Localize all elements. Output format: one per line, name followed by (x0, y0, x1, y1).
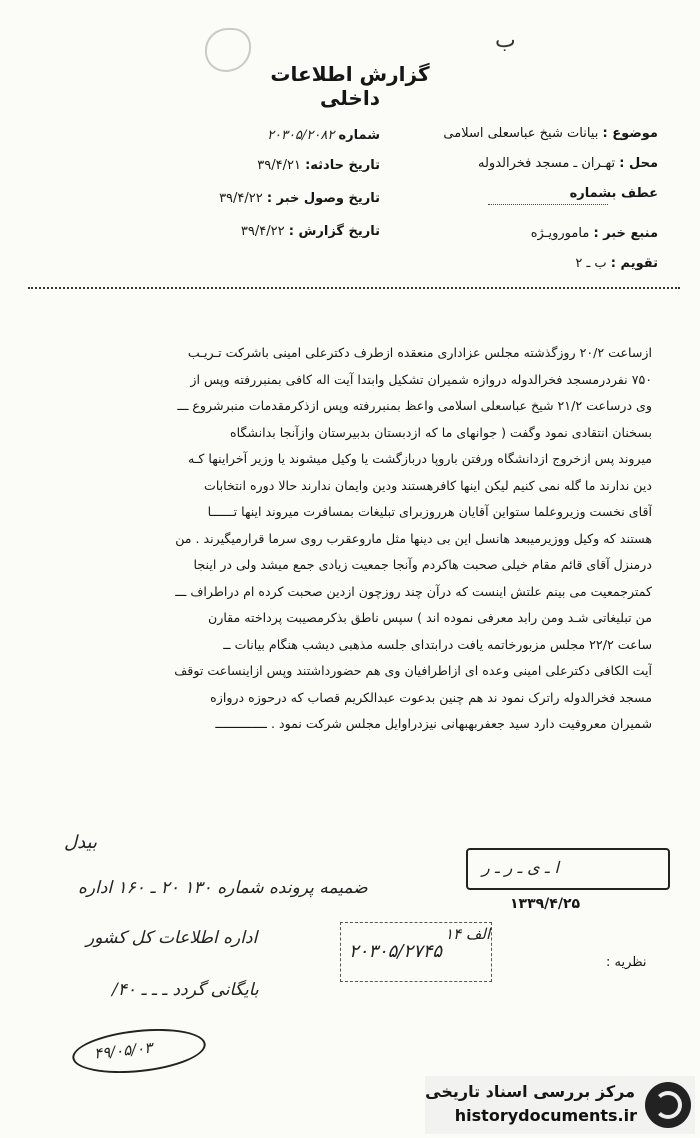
handwritten-note-line2: اداره اطلاعات کل کشور (86, 928, 258, 948)
body-line: بسخنان انتقادی نمود وگفت ( جوانهای ما که ازدبستان بدبیرستان وازآنجا بدانشگاه (229, 424, 652, 440)
source-label: منبع خبر : (593, 226, 658, 241)
reference-dotted-line (488, 203, 608, 205)
incident-date-value: ۳۹/۴/۲۱ (257, 158, 301, 173)
circled-note-text: ۴۹/۰۵/۰۳ (93, 1038, 154, 1063)
circled-note (70, 1023, 208, 1079)
number-value: ۲۰۳۰۵/۲۰۸۲ (267, 128, 335, 143)
archive-logo (425, 1076, 695, 1134)
archive-emblem-icon (645, 1082, 691, 1128)
body-line: وی درساعت ۲۱/۲ شیخ عباسعلی اسلامی واعظ بمنبررفته وپس ازذکرمقدمات منبرشروع ـــ (177, 398, 652, 413)
receipt-stamp (466, 848, 670, 890)
rating-value: ب ـ ۲ (575, 256, 607, 271)
number-row (267, 128, 380, 143)
document-title: گزارش اطلاعات داخلی (270, 62, 430, 110)
report-date-label: تاریخ گزارش : (288, 224, 380, 239)
source-value: مامورویـژه (530, 226, 590, 241)
place-value: تهـران ـ مسجد فخرالدوله (477, 156, 616, 171)
body-line: ازساعت ۲۰/۲ روزگذشته مجلس عزاداری منعقده ازطرف دکترعلی امینی باشرکت تـریـب (187, 345, 652, 360)
source-row (531, 226, 658, 241)
report-date-value: ۳۹/۴/۲۲ (240, 224, 285, 239)
rating-row (575, 256, 658, 271)
handwritten-signature: بیدل (64, 832, 97, 853)
registration-stamp (340, 922, 492, 982)
body-line: دین ندارند ما گله نمی کنیم لیکن اینها کافرهستند ودین وایمان ندارند حالا دوره انتخابات (203, 477, 652, 493)
body-line: ساعت ۲۲/۲ مجلس مزبورخاتمه یافت درابتدای جلسه مذهبی دیشب هنگام بیانات ــ (223, 636, 652, 652)
receipt-stamp-text: ا ـ ی ـ ر ـ ر (482, 858, 559, 877)
incident-date-label: تاریخ حادثه: (305, 158, 380, 173)
body-line: ۷۵۰ نفردرمسجد فخرالدوله دروازه شمیران تشکیل وابتدا آیت اله کافی بمنبررفته وپس از (190, 371, 652, 387)
report-date-row (241, 224, 380, 239)
number-label: شماره (338, 128, 380, 143)
place-label: محل : (619, 156, 658, 171)
body-line: هستند که وکیل ووزیرمیبعد هانسل این بی دینها مثل ماروعقرب روی سرما قرارمیگیرند . من (175, 530, 652, 546)
place-row (478, 156, 658, 171)
received-date-label: تاریخ وصول خبر : (266, 191, 380, 206)
rating-label: تقویم : (610, 256, 658, 271)
body-line: کمترجمعیت می بینم علتش اینست که درآن چند روزچون ازدین صحبت کرده ام دراطراف ـــ (175, 583, 652, 599)
margin-mark: ب (495, 28, 516, 53)
body-line: من تبلیغاتی شـد ومن رابد معرفی نموده اند ) سپس ناطق بذکرمصیبت پرداخته مقارن (208, 610, 652, 625)
body-line: درمنزل آقای قائم مقام خیلی صحبت هاکردم وآنجا جمعیت زیادی جمع میشد ولی در اینجا (193, 557, 652, 572)
subject-row (443, 126, 658, 141)
body-line: شمیران معروفیت دارد سید جعفربهبهانی نیزدراوایل مجلس شرکت نمود . ــــــــــــــ (215, 716, 652, 731)
registration-number: ۲۰۳۰۵/۲۷۴۵ (349, 941, 443, 962)
body-line: میروند پس ازخروج ازدانشگاه ورفتن باروپا دربازگشت یا وکیل میشوند یا وزیر آخراینها کـه (187, 451, 652, 466)
subject-label: موضوع : (602, 126, 658, 141)
reference-row (570, 186, 658, 201)
registration-code: الف ۱۴ (445, 925, 491, 943)
body-line: آقای نخست وزیروعلما ستواین آقایان هرروزبرای تبلیغات بمسافرت میروند اینها تــــــا (207, 504, 652, 519)
reference-label: عطف بشماره (569, 186, 658, 201)
received-date-value: ۳۹/۴/۲۲ (219, 191, 263, 206)
stamp-date: ۱۳۳۹/۴/۲۵ (510, 896, 581, 912)
body-line: آیت الکافی دکترعلی امینی وعده ای ازاطرافیان وی هم حضورداشتند وپس ازاینساعت توقف (174, 663, 652, 678)
subject-value: بیانات شیخ عباسعلی اسلامی (443, 126, 599, 141)
header-divider (28, 287, 680, 289)
handwritten-note-line1: ضمیمه پرونده شماره ۱۳۰ ۲۰ ـ ۱۶۰ اداره (78, 878, 368, 898)
body-line: مسجد فخرالدوله راترک نمود ند هم چنین بدعوت عبدالکریم قصاب که درحوزه دروازه (210, 689, 652, 705)
opinion-label: نظریه : (606, 955, 647, 970)
received-date-row (219, 191, 380, 206)
report-body (40, 340, 652, 738)
handwritten-note-line3: بایگانی گردد ـ ـ ـ ۴۰/ (112, 980, 259, 1000)
archive-name: مرکز بررسی اسناد تاریخی (425, 1082, 635, 1101)
archive-url: historydocuments.ir (454, 1106, 637, 1125)
incident-date-row (257, 158, 380, 173)
